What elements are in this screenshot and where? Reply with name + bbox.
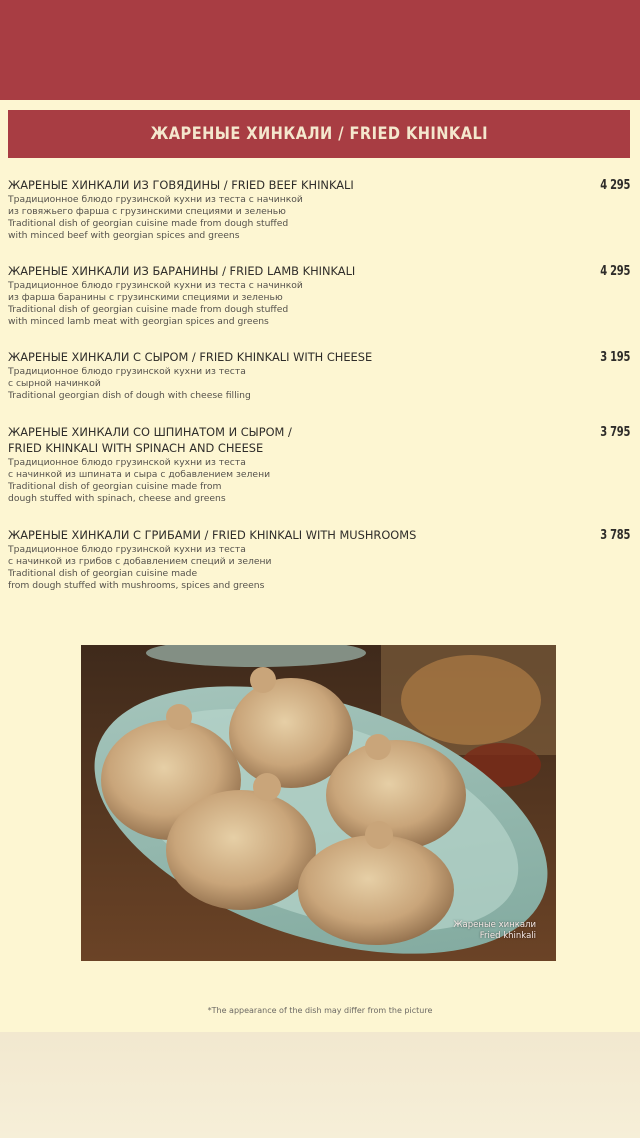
item-name: ЖАРЕНЫЕ ХИНКАЛИ ИЗ ГОВЯДИНЫ / FRIED BEEF KHINKALI [8,178,354,192]
khinkali-illustration [81,645,556,961]
item-price: 4 295 [600,178,630,193]
item-price: 3 195 [600,350,630,365]
menu-item [8,424,632,505]
item-description: Традиционное блюдо грузинской кухни из теста с сырной начинкой Traditional georgian dish of dough with cheese filling [8,366,251,401]
menu-item [8,177,632,242]
menu-item [8,349,632,402]
item-name: ЖАРЕНЫЕ ХИНКАЛИ С СЫРОМ / FRIED KHINKALI WITH CHEESE [8,350,373,364]
section-title: ЖАРЕНЫЕ ХИНКАЛИ / FRIED KHINKALI [150,124,488,144]
photo-caption-ru: Жареные хинкали [453,920,536,930]
item-price: 3 795 [600,425,630,440]
item-name: ЖАРЕНЫЕ ХИНКАЛИ СО ШПИНАТОМ И СЫРОМ / FRIED KHINKALI WITH SPINACH AND CHEESE [8,425,292,455]
photo-caption [453,920,536,942]
photo-caption-en: Fried khinkali [479,931,536,941]
item-price: 4 295 [600,264,630,279]
disclaimer: *The appearance of the dish may differ from the picture [207,1006,433,1015]
dish-photo [81,645,556,961]
section-banner [8,110,630,158]
item-description: Традиционное блюдо грузинской кухни из теста с начинкой из грибов с добавлением специй и зелени Traditional dish of georgian cuisine made from dough stuffed with mushrooms, spices and greens [8,544,272,591]
item-name: ЖАРЕНЫЕ ХИНКАЛИ ИЗ БАРАНИНЫ / FRIED LAMB KHINKALI [8,264,356,278]
item-description: Традиционное блюдо грузинской кухни из теста с начинкой из шпината и сыра с добавлением зелени Traditional dish of georgian cuisine made from dough stuffed with spinach, cheese and greens [8,457,271,504]
menu-item [8,527,632,592]
item-name: ЖАРЕНЫЕ ХИНКАЛИ С ГРИБАМИ / FRIED KHINKALI WITH MUSHROOMS [8,528,417,542]
item-description: Традиционное блюдо грузинской кухни из теста с начинкой из фарша баранины с грузинскими специями и зеленью Traditional dish of georgian cuisine made from dough stuffed with minced lamb meat with georgian spices and greens [8,280,303,327]
menu-item [8,263,632,328]
top-bar [0,0,640,100]
bottom-area [0,1032,640,1138]
item-description: Традиционное блюдо грузинской кухни из теста с начинкой из говяжьего фарша с грузинскими специями и зеленью Traditional dish of georgian cuisine made from dough stuffed with minced beef with georgian spices and greens [8,194,303,241]
menu-page [0,100,640,1032]
item-price: 3 785 [600,528,630,543]
